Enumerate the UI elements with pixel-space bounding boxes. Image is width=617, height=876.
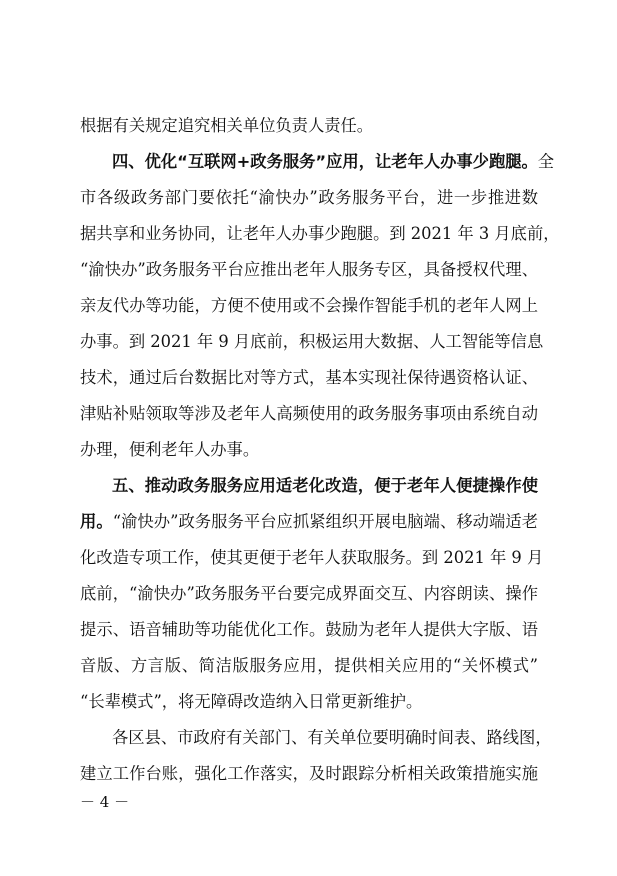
section4-line-1: [80, 148, 555, 176]
section4-line-8: 津贴补贴领取等涉及老年人高频使用的政务服务事项由系统自动: [80, 404, 538, 423]
closing-line-1: 各区县、市政府有关部门、有关单位要明确时间表、路线图，: [112, 728, 552, 747]
section5-heading-part2: 用。: [80, 512, 113, 531]
section5-line-4: 底前，“渝快办”政务服务平台要完成界面交互、内容朗读、操作: [80, 584, 538, 603]
section5-line2-rest: “渝快办”政务服务平台应抓紧组织开展电脑端、移动端适老: [112, 512, 538, 531]
intro-line-1: 根据有关规定追究相关单位负责人责任。: [80, 116, 374, 135]
section5-line-5: 提示、语音辅助等功能优化工作。鼓励为老年人提供大字版、语: [80, 620, 538, 639]
section4-line-5: 亲友代办等功能，方便不使用或不会操作智能手机的老年人网上: [80, 296, 538, 315]
section4-line1-rest: 全: [537, 152, 555, 171]
section4-line-4: “渝快办”政务服务平台应推出老年人服务专区，具备授权代理、: [80, 260, 538, 279]
section5-line-2: [80, 508, 538, 536]
page-number: － 4 －: [80, 793, 130, 811]
closing-line-2: 建立工作台账，强化工作落实，及时跟踪分析相关政策措施实施: [80, 764, 538, 783]
section5-heading-line-1: 五、推动政务服务应用适老化改造，便于老年人便捷操作使: [112, 476, 538, 495]
section4-line-9: 办理，便利老年人办事。: [80, 440, 260, 459]
section4-line-2: 市各级政务部门要依托“渝快办”政务服务平台，进一步推进数: [80, 188, 538, 207]
section4-line-6: 办事。到 2021 年 9 月底前，积极运用大数据、人工智能等信息: [80, 332, 544, 351]
section5-line-6: 音版、方言版、简洁版服务应用，提供相关应用的“关怀模式”: [80, 656, 538, 675]
section4-line-7: 技术，通过后台数据比对等方式，基本实现社保待遇资格认证、: [80, 368, 538, 387]
section4-heading: 四、优化“互联网+政务服务”应用，让老年人办事少跑腿。: [112, 152, 538, 171]
section4-line-3: 据共享和业务协同，让老年人办事少跑腿。到 2021 年 3 月底前，: [80, 224, 560, 243]
section5-line-7: “长辈模式”，将无障碍改造纳入日常更新维护。: [80, 692, 423, 711]
section5-line-3: 化改造专项工作，使其更便于老年人获取服务。到 2021 年 9 月: [80, 548, 544, 567]
